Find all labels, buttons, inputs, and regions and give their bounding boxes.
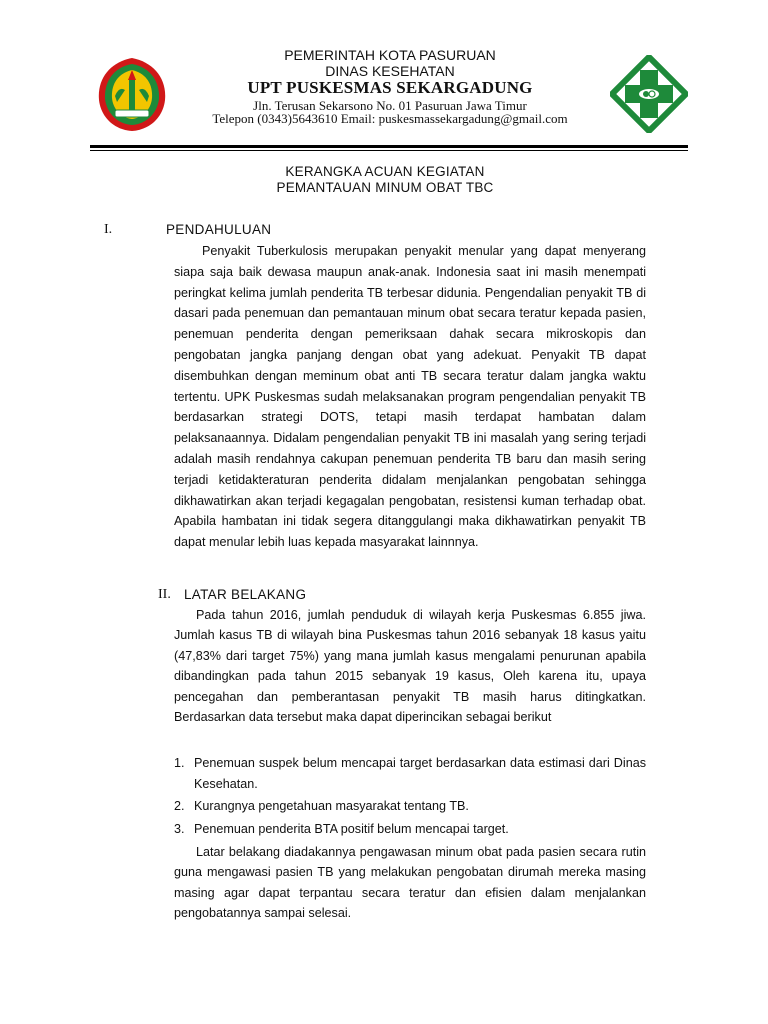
list-item bbox=[174, 796, 646, 817]
section-2-body: Pada tahun 2016, jumlah penduduk di wilayah kerja Puskesmas 6.855 jiwa. Jumlah kasus TB di wilayah bina Puskesmas tahun 2016 sebanyak 18 kasus yaitu (47,83% dari target 75%) yang mana jumlah kasus mengalami penurunan apabila dibandingkan pada tahun 2015 sebanyak 19 kasus, Oleh karena itu, upaya pencegahan dan pemberantasan penyakit TB masih harus ditingkatkan. Berdasarkan data tersebut maka dapat diperincikan sebagai berikut bbox=[174, 608, 646, 725]
header-divider-thick bbox=[90, 145, 688, 148]
list-item-number: 3. bbox=[174, 822, 185, 836]
section-2-number: II. bbox=[158, 587, 171, 602]
section-1-body: Penyakit Tuberkulosis merupakan penyakit menular yang dapat menyerang siapa saja baik dewasa maupun anak-anak. Indonesia saat ini masih menempati peringkat kelima jumlah penderita TB terbesar didunia. Pengendalian penyakit TB di dasari pada penemuan dan pemantauan minum obat secara teratur kepada pasien, penemuan penderita dengan pemeriksaan dahak secara mikroskopis dan pengobatan jangka panjang dengan obat yang adekuat. Penyakit TB dapat disembuhkan dengan meminum obat anti TB secara teratur dalam jangka waktu tertentu. UPK Puskesmas sudah melaksanakan program pengendalian penyakit TB berdasarkan strategi DOTS, tetapi masih terdapat hambatan dalam pelaksanaannya. Didalam pengendalian penyakit TB ini masalah yang sering terjadi adalah masih rendahnya cakupan penemuan penderita TB baru dan masih sering terjadi ketidakteraturan penderita didalam menjalankan pengobatan sehingga dikhawatirkan akan terjadi kegagalan pengobatan, resistensi kuman terhadap obat. Apabila hambatan ini tidak segera ditanggulangi maka dikhawatirkan penyakit TB dapat menular lebih luas kepada masyarakat lainnnya. bbox=[174, 244, 646, 550]
list-item bbox=[174, 819, 646, 840]
list-item bbox=[174, 753, 646, 795]
list-item-text: Penemuan penderita BTA positif belum mencapai target. bbox=[194, 822, 509, 836]
list-item-number: 1. bbox=[174, 756, 185, 770]
section-1-heading: PENDAHULUAN bbox=[166, 222, 272, 237]
pasuruan-city-emblem-icon bbox=[95, 56, 169, 132]
section-2-closing: Latar belakang diadakannya pengawasan minum obat pada pasien secara rutin guna mengawasi pasien TB yang melakukan pengobatan dirumah mereka masing masing agar dapat terpantau secara teratur dan efisien dalam menjalankan pengobatannya sampai selesai. bbox=[174, 845, 646, 921]
document-title-line1: KERANGKA ACUAN KEGIATAN bbox=[285, 164, 485, 179]
header-contact: Telepon (0343)5643610 Email: puskesmassekargadung@gmail.com bbox=[212, 111, 568, 126]
header-department: DINAS KESEHATAN bbox=[325, 63, 455, 79]
list-item-text: Penemuan suspek belum mencapai target berdasarkan data estimasi dari Dinas Kesehatan. bbox=[194, 756, 646, 791]
section-1-number: I. bbox=[104, 222, 113, 237]
header-divider-thin bbox=[90, 150, 688, 151]
list-item-text: Kurangnya pengetahuan masyarakat tentang TB. bbox=[194, 799, 469, 813]
header-organization: UPT PUSKESMAS SEKARGADUNG bbox=[247, 78, 533, 97]
section-2-heading: LATAR BELAKANG bbox=[184, 587, 307, 602]
header-government: PEMERINTAH KOTA PASURUAN bbox=[284, 47, 496, 63]
document-title-line2: PEMANTAUAN MINUM OBAT TBC bbox=[276, 180, 494, 195]
list-item-number: 2. bbox=[174, 799, 185, 813]
header-address: Jln. Terusan Sekarsono No. 01 Pasuruan Jawa Timur bbox=[253, 98, 527, 113]
puskesmas-cross-icon bbox=[610, 55, 688, 133]
